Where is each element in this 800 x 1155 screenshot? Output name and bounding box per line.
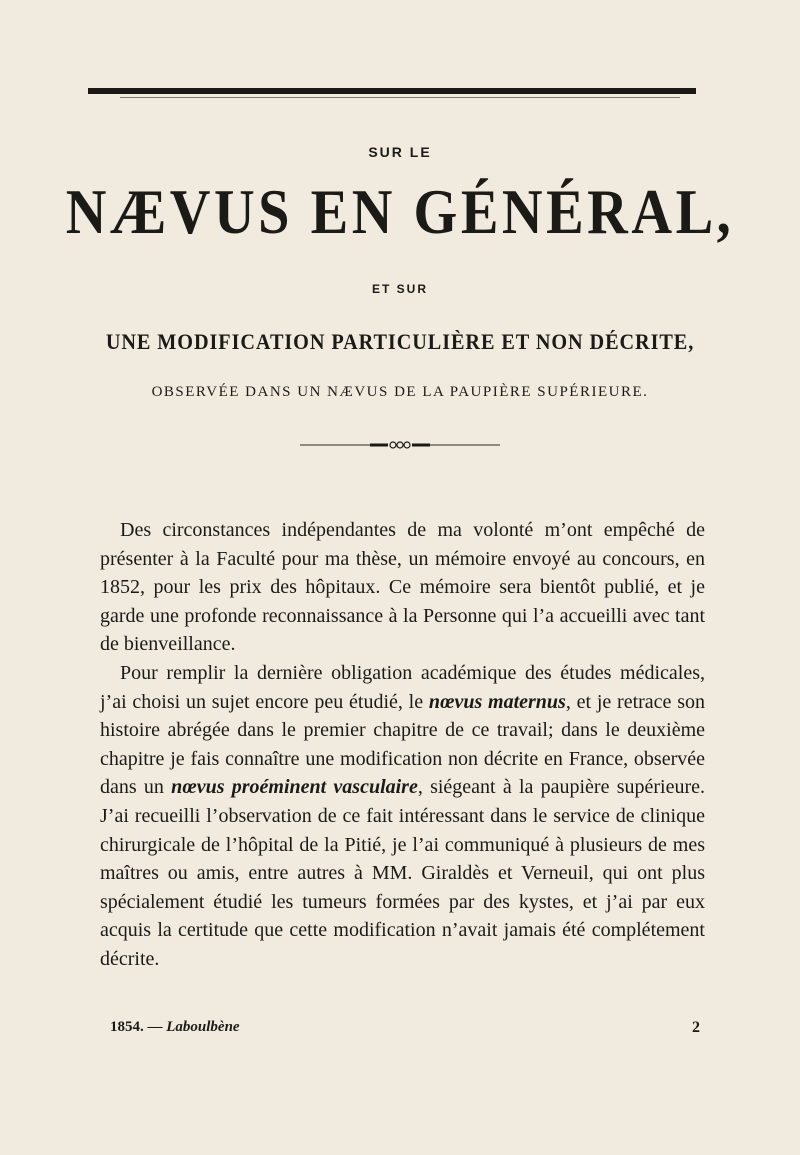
paragraph-2-part-c: , siégeant à la paupière supérieure. J’ai recueilli l’observation de ce fait intéressant dans le service de clinique chirurgicale de l’hôpital de la Pitié, je l’ai communiqué à plusieurs de mes maîtres ou amis, entre autres à MM. Giraldès et Verneuil, qui ont plus spécialement étudié les tumeurs formées par des kystes, et j’ai par eux acquis la certitude que cette modification n’avait jamais été complétement décrite. bbox=[100, 776, 705, 970]
subtitle: UNE MODIFICATION PARTICULIÈRE ET NON DÉCRITE, bbox=[105, 329, 695, 354]
signature-mark: 2 bbox=[692, 1019, 700, 1036]
subtitle-observation: OBSERVÉE DANS UN NÆVUS DE LA PAUPIÈRE SUPÉRIEURE. bbox=[151, 384, 649, 400]
footer-year: 1854. — bbox=[110, 1019, 163, 1035]
paragraph-2-part-a: Pour remplir la dernière obligation académique des études médicales, j’ai choisi un sujet encore peu étudié, le bbox=[100, 661, 705, 713]
body-text bbox=[100, 516, 705, 974]
paragraph-2 bbox=[100, 659, 705, 974]
term-naevus-maternus: nœvus maternus bbox=[428, 690, 566, 713]
main-title: NÆVUS EN GÉNÉRAL, bbox=[65, 176, 735, 247]
paragraph-1: Des circonstances indépendantes de ma volonté m’ont empêché de présenter à la Faculté pour ma thèse, un mémoire envoyé au concours, en 1852, pour les prix des hôpitaux. Ce mémoire sera bientôt publié, et je garde une profonde reconnaissance à la Personne qui l’a accueilli avec tant de bienveillance. bbox=[100, 519, 705, 656]
term-naevus-proeminent: nœvus proéminent vasculaire bbox=[171, 776, 418, 799]
footer-author: Laboulbène bbox=[166, 1019, 240, 1035]
top-rule bbox=[88, 88, 696, 94]
top-rule-thin bbox=[120, 97, 680, 98]
paragraph-2-part-b: , et je retrace son histoire abrégée dans le premier chapitre de ce travail; dans le deuxième chapitre je fais connaître une modification non décrite en France, observée dans un bbox=[100, 690, 705, 799]
heading-et-sur: ET SUR bbox=[371, 282, 428, 296]
footer-imprint bbox=[110, 1019, 240, 1036]
heading-sur-le: SUR LE bbox=[368, 144, 432, 160]
ornament-divider bbox=[300, 440, 500, 450]
